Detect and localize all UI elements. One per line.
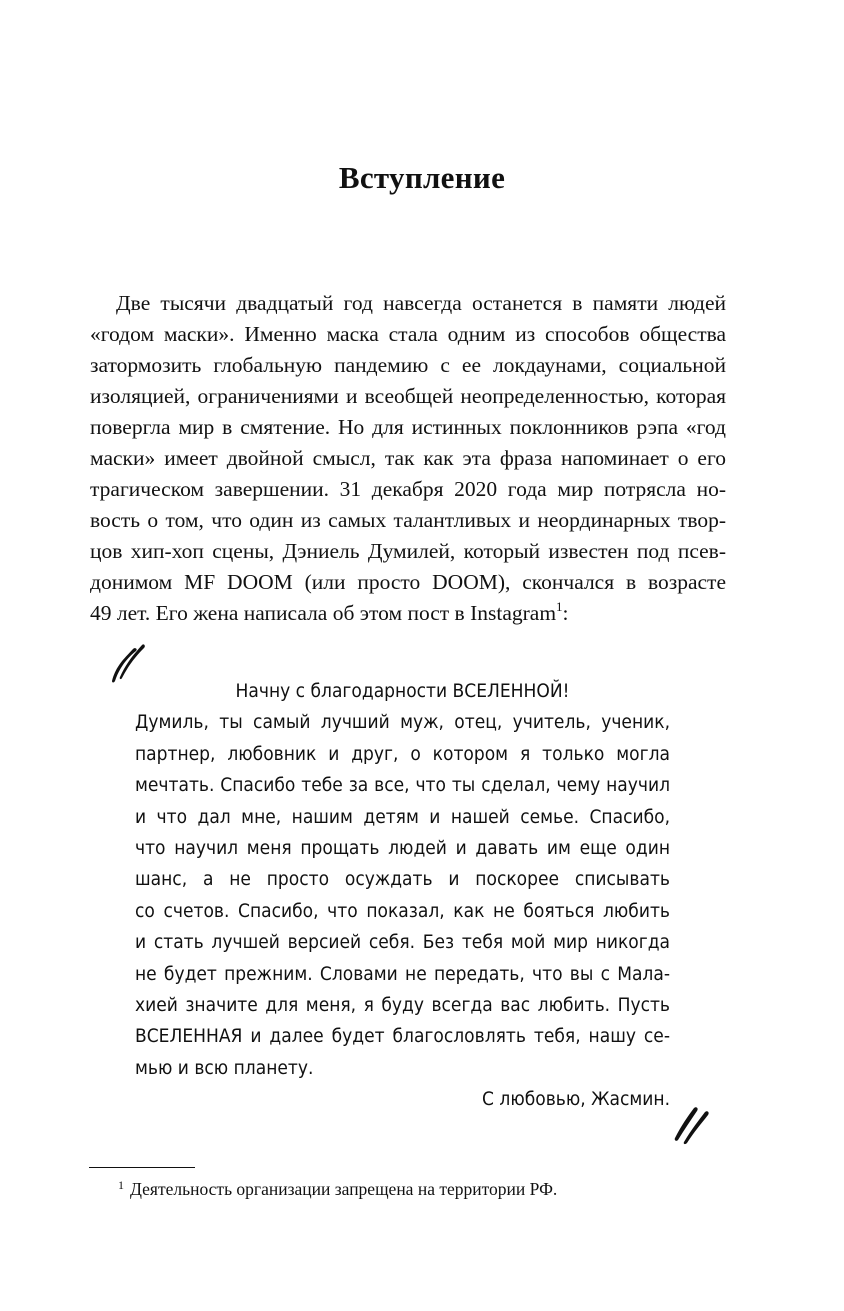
paragraph-line: Две тысячи двадцатый год навсегда останется в памяти людей [116,291,726,315]
paragraph-line: повергла мир в смятение. Но для истинных поклонников рэпа «год [90,415,726,439]
quote-line: что научил меня прощать людей и давать им еще один [135,837,670,860]
paragraph-line: маски» имеет двойной смысл, так как эта фраза напоминает о его [90,446,726,470]
quote-line: не будет прежним. Словами не передать, что вы с Мала- [135,962,670,985]
quote-signature: С любовью, Жасмин. [482,1088,670,1111]
paragraph-last-line-text: 49 лет. Его жена написала об этом пост в Instagram [90,601,557,625]
intro-paragraph [90,288,726,629]
footnote [118,1178,557,1200]
paragraph-line: трагическом завершении. 31 декабря 2020 года мир потрясла но- [90,477,726,501]
quoted-post [135,676,670,1116]
quote-line: и что дал мне, нашим детям и нашей семье. Спасибо, [135,805,670,828]
quote-line: шанс, а не просто осуждать и поскорее списывать [135,868,670,891]
close-quote-mark-icon [672,1104,712,1146]
paragraph-line: цов хип-хоп сцены, Дэниель Думилей, который известен под псев- [90,539,726,563]
footnote-number: 1 [118,1178,124,1192]
footnote-separator [89,1167,195,1168]
paragraph-line: затормозить глобальную пандемию с ее локдаунами, социальной [90,353,726,377]
chapter-title: Вступление [338,160,506,195]
paragraph-line: донимом MF DOOM (или просто DOOM), скончался в возрасте [90,570,726,594]
quote-line: мечтать. Спасибо тебе за все, что ты сделал, чему научил [135,774,670,797]
quote-line: ВСЕЛЕННАЯ и далее будет благословлять тебя, нашу се- [135,1025,670,1048]
quote-line: партнер, любовник и друг, о котором я только могла [135,742,670,765]
quote-last-line: мью и всю планету. [135,1056,314,1079]
quote-line: и стать лучшей версией себя. Без тебя мой мир никогда [135,931,670,954]
footnote-text: Деятельность организации запрещена на территории РФ. [130,1179,558,1199]
paragraph-line: изоляцией, ограничениями и всеобщей неопределенностью, которая [90,384,726,408]
paragraph-last-line-end: : [562,601,569,625]
footnote-reference[interactable]: 1 [556,599,563,614]
paragraph-line: «годом маски». Именно маска стала одним из способов общества [90,322,726,346]
paragraph-last-line [90,598,726,629]
quote-line: Думиль, ты самый лучший муж, отец, учитель, ученик, [135,711,670,734]
quote-line: со счетов. Спасибо, что показал, как не бояться любить [135,899,670,922]
paragraph-line: вость о том, что один из самых талантливых и неординарных твор- [90,508,726,532]
quote-heading: Начну с благодарности ВСЕЛЕННОЙ! [235,680,570,702]
quote-line: хией значите для меня, я буду всегда вас любить. Пусть [135,994,670,1017]
